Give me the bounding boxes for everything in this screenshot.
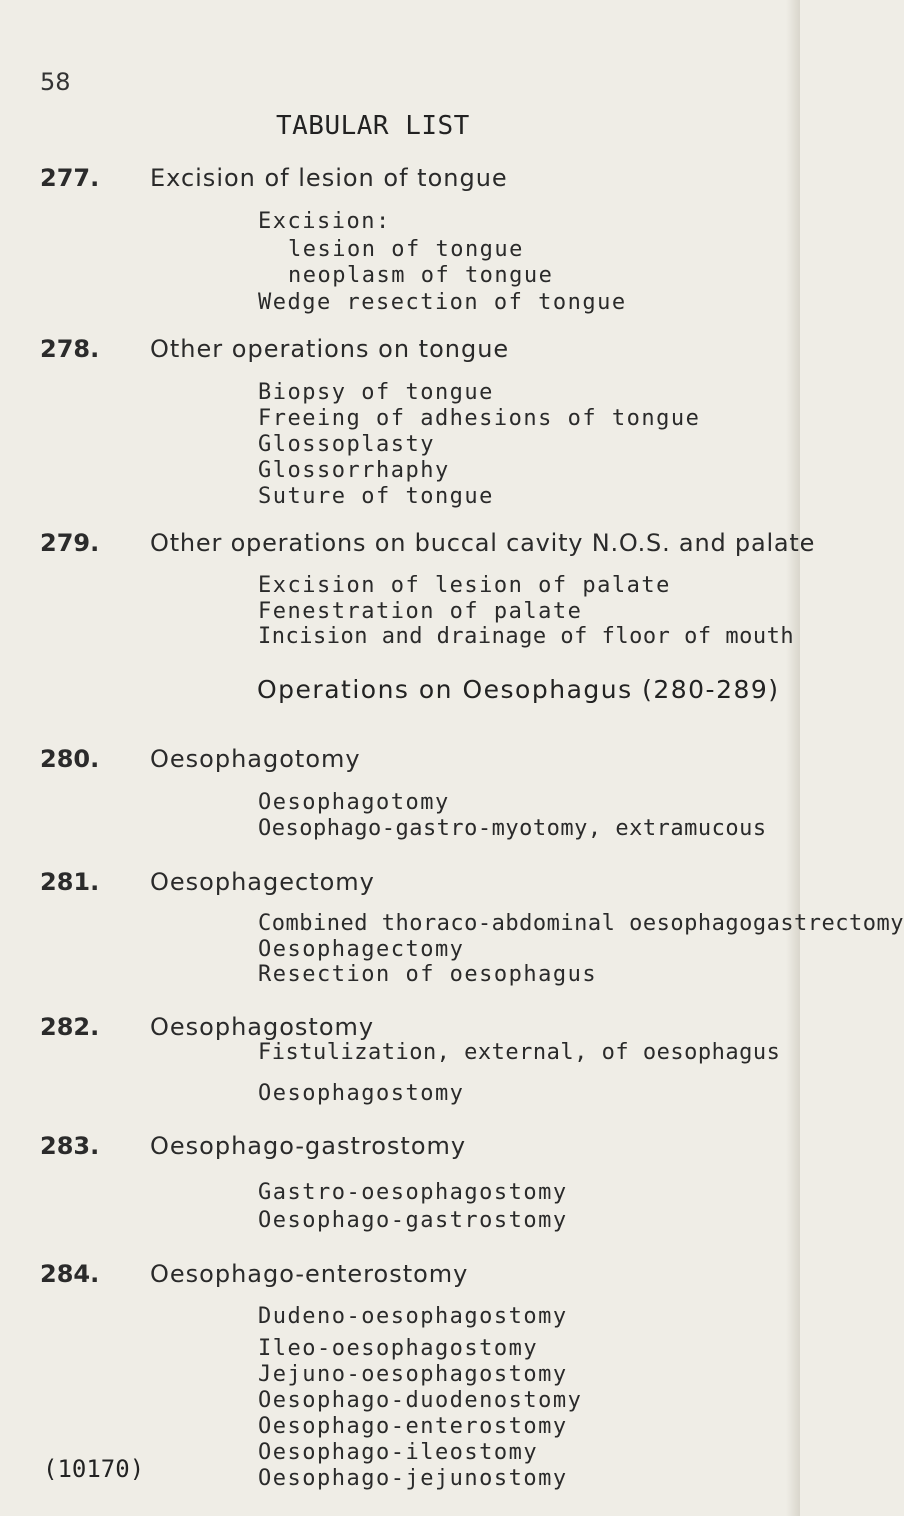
entry-item: Oesophagectomy — [258, 937, 465, 962]
entry-item: Oesophago-jejunostomy — [258, 1466, 568, 1491]
entry-number: 283. — [40, 1132, 100, 1160]
entry-item: Oesophago-enterostomy — [258, 1414, 568, 1439]
section-heading: Operations on Oesophagus (280-289) — [257, 675, 780, 704]
footer-code: (10170) — [43, 1455, 145, 1483]
entry-number: 282. — [40, 1013, 100, 1041]
page-edge — [786, 0, 800, 1516]
entry-item: Ileo-oesophagostomy — [258, 1336, 539, 1361]
entry-number: 281. — [40, 868, 100, 896]
entry-item: Resection of oesophagus — [258, 962, 598, 987]
entry-item: neoplasm of tongue — [288, 263, 554, 288]
entry-heading: Other operations on buccal cavity N.O.S. and palate — [150, 529, 816, 557]
entry-item: Oesophago-ileostomy — [258, 1440, 539, 1465]
entry-heading: Other operations on tongue — [150, 335, 510, 363]
entry-item: Combined thoraco-abdominal oesophagogastrectomy — [258, 911, 904, 936]
entry-heading: Excision of lesion of tongue — [150, 164, 508, 192]
entry-item: Excision of lesion of palate — [258, 573, 671, 598]
entry-item: Excision: — [258, 209, 391, 234]
entry-item: Fistulization, external, of oesophagus — [258, 1040, 781, 1065]
entry-heading: Oesophago-enterostomy — [150, 1260, 469, 1288]
entry-number: 280. — [40, 745, 100, 773]
entry-item: lesion of tongue — [288, 237, 524, 262]
entry-heading: Oesophagectomy — [150, 868, 375, 896]
entry-item: Jejuno-oesophagostomy — [258, 1362, 568, 1387]
entry-item: Suture of tongue — [258, 484, 494, 509]
entry-item: Glossoplasty — [258, 432, 435, 457]
entry-number: 277. — [40, 164, 100, 192]
entry-item: Oesophago-gastrostomy — [258, 1208, 568, 1233]
entry-heading: Oesophagostomy — [150, 1013, 375, 1041]
entry-number: 284. — [40, 1260, 100, 1288]
entry-item: Glossorrhaphy — [258, 458, 450, 483]
page-title: TABULAR LIST — [276, 111, 470, 141]
entry-number: 278. — [40, 335, 100, 363]
entry-item: Freeing of adhesions of tongue — [258, 406, 701, 431]
entry-number: 279. — [40, 529, 100, 557]
entry-item: Wedge resection of tongue — [258, 290, 627, 315]
entry-heading: Oesophagotomy — [150, 745, 361, 773]
page-number: 58 — [40, 68, 71, 96]
entry-heading: Oesophago-gastrostomy — [150, 1132, 467, 1160]
entry-item: Dudeno-oesophagostomy — [258, 1304, 568, 1329]
entry-item: Oesophagostomy — [258, 1081, 465, 1106]
entry-item: Oesophagotomy — [258, 790, 450, 815]
entry-item: Oesophago-gastro-myotomy, extramucous — [258, 816, 767, 841]
entry-item: Gastro-oesophagostomy — [258, 1180, 568, 1205]
entry-item: Incision and drainage of floor of mouth — [258, 624, 795, 649]
entry-item: Biopsy of tongue — [258, 380, 494, 405]
entry-item: Oesophago-duodenostomy — [258, 1388, 583, 1413]
entry-item: Fenestration of palate — [258, 599, 583, 624]
